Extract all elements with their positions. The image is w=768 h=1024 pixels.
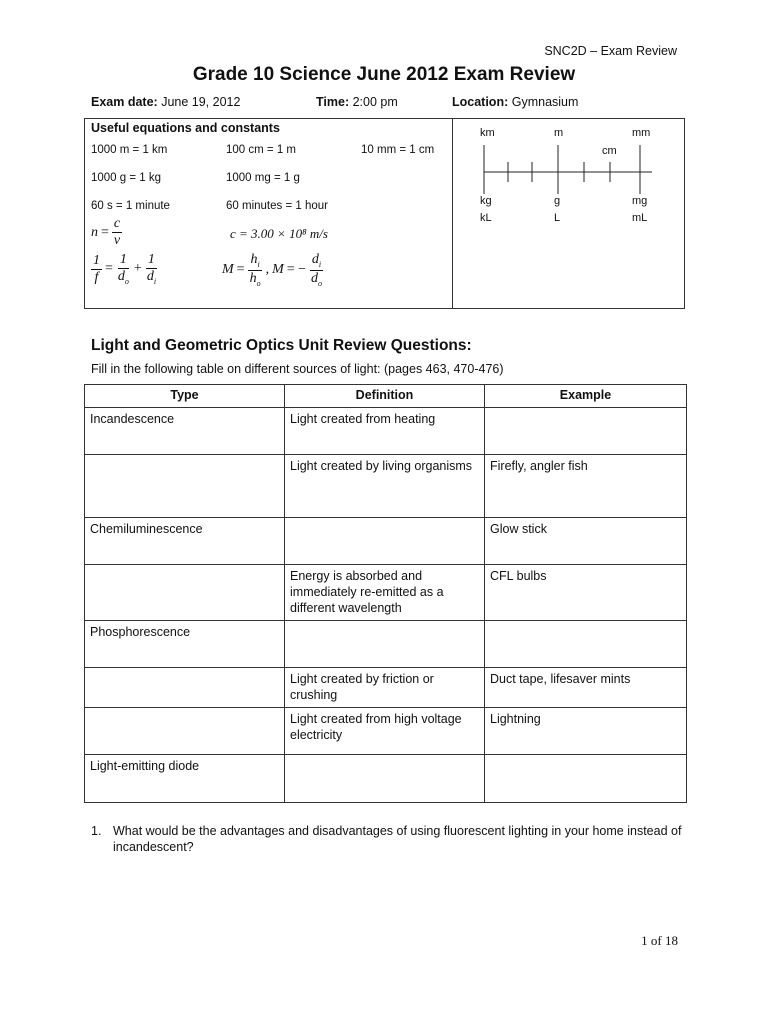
sub-i: i — [153, 276, 157, 286]
constant-g-kg: 1000 g = 1 kg — [91, 172, 162, 184]
frac-num-1b: 1 — [119, 252, 127, 267]
example-cell[interactable]: Duct tape, lifesaver mints — [485, 668, 687, 708]
exam-time-label: Time: — [316, 95, 350, 109]
magnification-equation: M = $\frac{h_i}{h_o}$ , M = − $\frac{d_i}{d_o}$ — [222, 252, 323, 288]
frac-num-1: 1 — [93, 252, 100, 268]
frac-num-di — [310, 253, 323, 271]
type-cell[interactable] — [85, 708, 285, 755]
formula-M: M — [222, 262, 234, 278]
type-cell[interactable]: Incandescence — [85, 408, 285, 455]
col-header-example: Example — [485, 385, 687, 408]
definition-cell[interactable]: Light created from high voltage electricity — [285, 708, 485, 755]
scale-label-kL: kL — [480, 212, 492, 224]
constant-m-km: 1000 m = 1 km — [91, 144, 168, 156]
definition-cell[interactable]: Light created from heating — [285, 408, 485, 455]
table-row — [85, 708, 687, 755]
scale-label-L: L — [554, 212, 561, 224]
col-header-definition: Definition — [285, 385, 485, 408]
type-cell[interactable] — [85, 565, 285, 621]
exam-date-value: June 19, 2012 — [161, 95, 241, 109]
d-symbol: d — [117, 269, 125, 284]
frac-num-hi — [248, 253, 261, 271]
light-sources-table — [84, 384, 687, 803]
table-instructions: Fill in the following table on different sources of light: (pages 463, 470-476) — [91, 362, 504, 376]
table-row — [85, 755, 687, 803]
d-symbol: d — [311, 270, 319, 286]
sub-o: o — [318, 278, 323, 288]
example-cell[interactable]: Firefly, angler fish — [485, 455, 687, 518]
table-header-row — [85, 385, 687, 408]
constant-cm-m: 100 cm = 1 m — [226, 144, 296, 156]
definition-cell[interactable] — [285, 518, 485, 565]
index-of-refraction-formula: n = $\frac{c}{v}$ — [91, 216, 121, 248]
section-heading: Light and Geometric Optics Unit Review Questions: — [91, 337, 472, 354]
frac-den-do — [309, 271, 324, 288]
equations-divider — [452, 118, 453, 309]
table-row — [85, 565, 687, 621]
table-row — [85, 408, 687, 455]
scale-label-kg: kg — [480, 195, 492, 207]
speed-of-light-constant: c = 3.00 × 10⁸ m/s — [230, 226, 328, 241]
example-cell[interactable] — [485, 408, 687, 455]
exam-time-value: 2:00 pm — [352, 95, 398, 109]
fraction-1-over-do — [116, 253, 131, 286]
type-cell[interactable] — [85, 455, 285, 518]
col-header-type: Type — [85, 385, 285, 408]
page-number: 1 of 18 — [641, 933, 678, 948]
type-cell[interactable] — [85, 668, 285, 708]
exam-time — [316, 95, 398, 109]
definition-cell[interactable]: Light created by friction or crushing — [285, 668, 485, 708]
fraction-1-over-f — [91, 254, 102, 285]
type-cell[interactable]: Chemiluminescence — [85, 518, 285, 565]
exam-date-label: Exam date: — [91, 95, 158, 109]
frac-den-do — [116, 269, 131, 286]
h-symbol: h — [249, 270, 257, 286]
exam-date — [91, 95, 240, 109]
table-row — [85, 668, 687, 708]
question-text: What would be the advantages and disadvantages of using fluorescent lighting in your home instead of incandescent? — [113, 824, 682, 854]
fraction-c-over-v — [112, 217, 122, 248]
sub-i: i — [257, 259, 260, 269]
metric-prefix-scale — [462, 140, 662, 200]
sub-i: i — [318, 259, 322, 269]
definition-cell[interactable] — [285, 621, 485, 668]
fraction-1-over-di — [145, 253, 158, 286]
example-cell[interactable]: Glow stick — [485, 518, 687, 565]
definition-cell[interactable]: Energy is absorbed and immediately re-emitted as a different wavelength — [285, 565, 485, 621]
frac-den-di — [145, 269, 158, 286]
scale-label-g: g — [554, 195, 561, 207]
exam-location — [452, 95, 578, 109]
constant-mm-cm: 10 mm = 1 cm — [361, 144, 435, 156]
scale-label-mL: mL — [632, 212, 648, 224]
constant-minutes-hour: 60 minutes = 1 hour — [226, 200, 328, 212]
exam-location-value: Gymnasium — [511, 95, 579, 109]
example-cell[interactable]: Lightning — [485, 708, 687, 755]
table-row — [85, 518, 687, 565]
formula-n: n — [91, 224, 98, 240]
type-cell[interactable]: Phosphorescence — [85, 621, 285, 668]
fraction-di-over-do — [309, 253, 324, 288]
constant-mg-g: 1000 mg = 1 g — [226, 172, 300, 184]
course-header: SNC2D – Exam Review — [544, 44, 677, 58]
example-cell[interactable] — [485, 755, 687, 803]
frac-num-c: c — [113, 216, 121, 231]
scale-label-mg: mg — [632, 195, 648, 207]
type-cell[interactable]: Light-emitting diode — [85, 755, 285, 803]
scale-label-km: km — [480, 127, 495, 139]
exam-location-label: Location: — [452, 95, 509, 109]
definition-cell[interactable] — [285, 755, 485, 803]
frac-num-1c: 1 — [147, 252, 155, 267]
sub-o: o — [124, 276, 129, 286]
constant-s-minute: 60 s = 1 minute — [91, 200, 170, 212]
example-cell[interactable] — [485, 621, 687, 668]
d-symbol: d — [311, 252, 319, 267]
scale-label-m: m — [554, 127, 564, 139]
table-row — [85, 455, 687, 518]
example-cell[interactable]: CFL bulbs — [485, 565, 687, 621]
table-row — [85, 621, 687, 668]
sub-o: o — [256, 278, 261, 288]
d-symbol: d — [146, 269, 154, 284]
mirror-equation: $\frac{1}{f}$ = $\frac{1}{d_o}$ + $\frac{1}{d_i}$ — [93, 252, 157, 286]
question-number: 1. — [91, 824, 102, 838]
frac-den-v: v — [113, 233, 121, 248]
formula-M-2: M — [272, 262, 284, 278]
frac-den-ho — [248, 271, 263, 288]
page-title: Grade 10 Science June 2012 Exam Review — [192, 64, 576, 85]
scale-label-cm: cm — [602, 145, 617, 157]
fraction-hi-over-ho — [248, 253, 263, 288]
scale-label-mm: mm — [632, 127, 651, 139]
equations-heading: Useful equations and constants — [91, 121, 280, 135]
definition-cell[interactable]: Light created by living organisms — [285, 455, 485, 518]
h-symbol: h — [250, 252, 258, 267]
frac-den-f: f — [94, 269, 99, 285]
